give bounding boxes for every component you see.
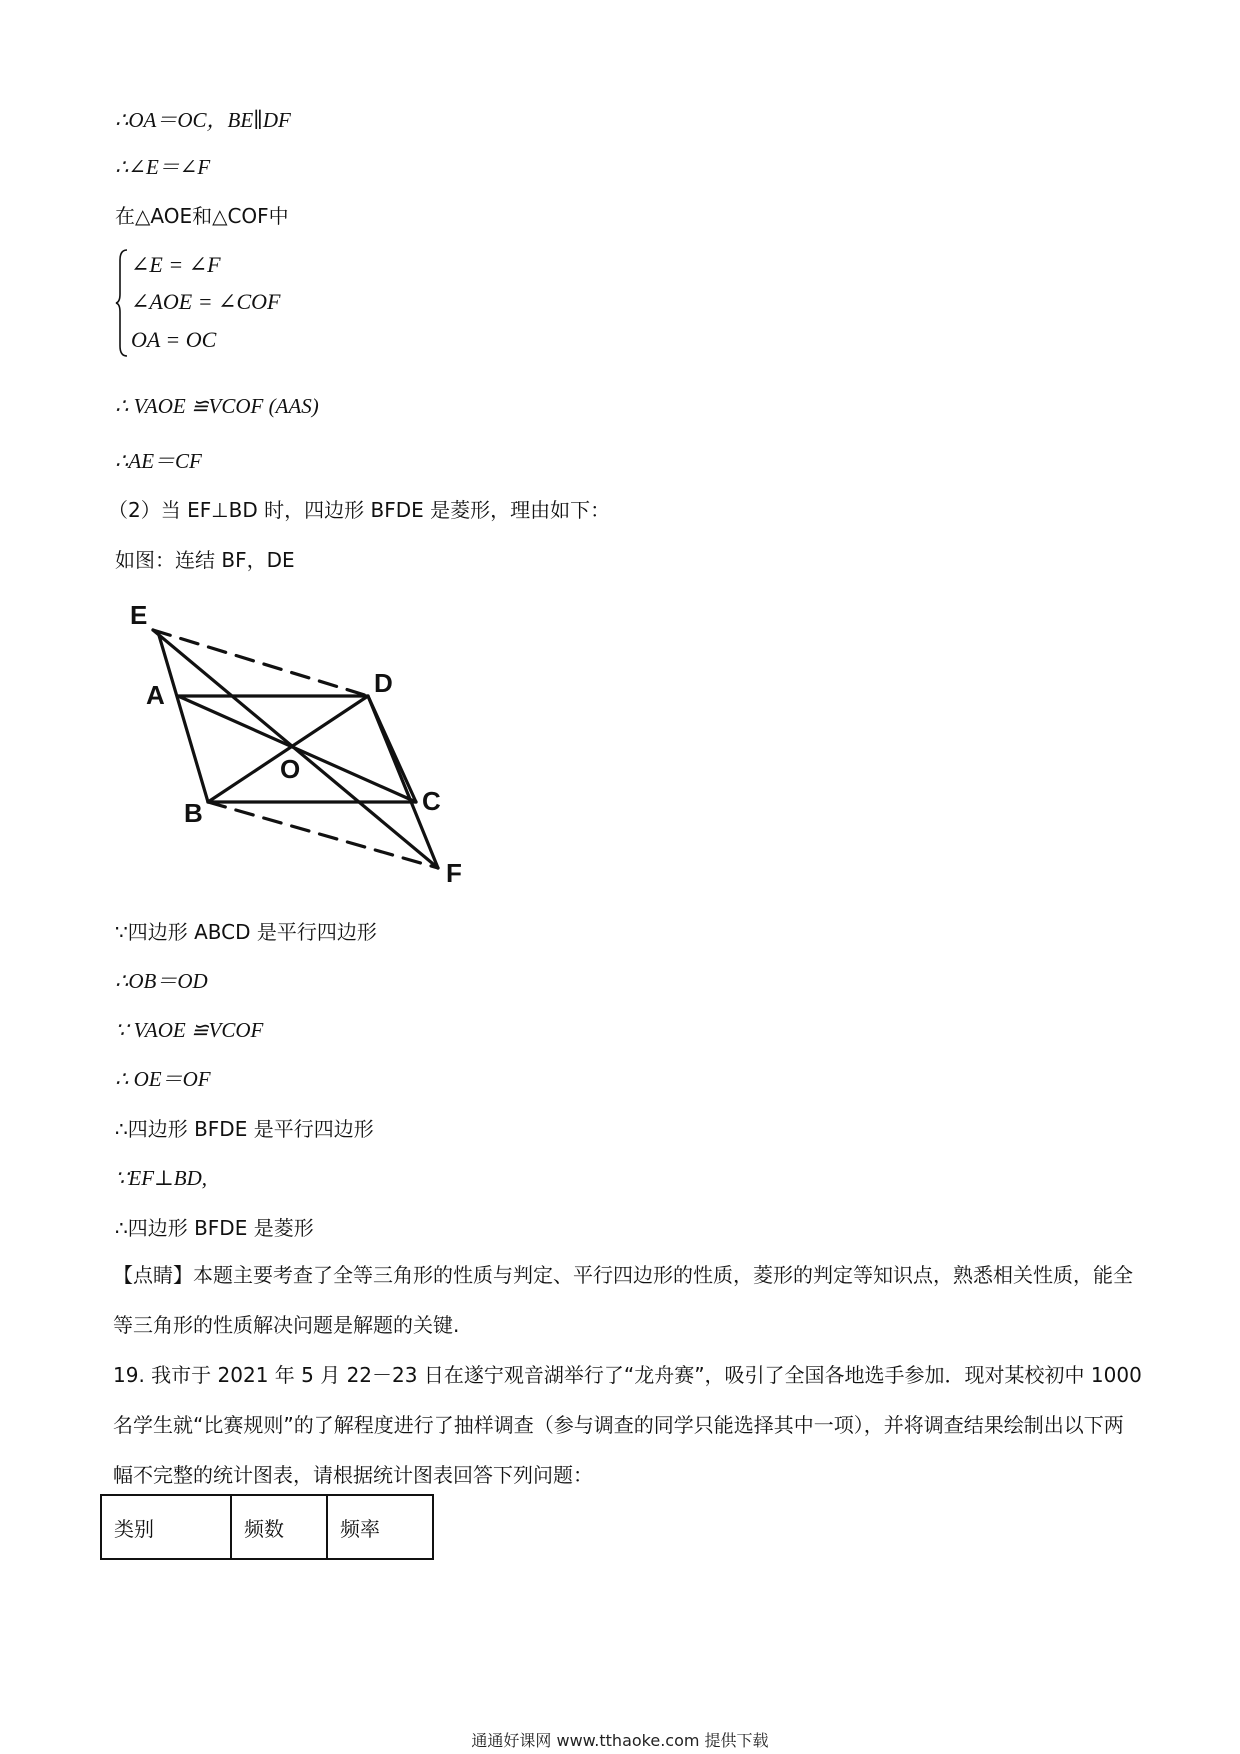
point-label-C: C [422, 786, 441, 816]
segment-BA-extended [158, 632, 208, 802]
segment-EF [153, 630, 438, 868]
table-header-frequency: 频数 [231, 1495, 327, 1559]
part2-connect: 如图：连结 BF，DE [115, 548, 295, 572]
proof2-line-2: ∴OB＝OD [115, 969, 208, 993]
rhombus-figure [120, 600, 480, 890]
proof2-line-3: ∵ VAOE ≌VCOF [115, 1018, 264, 1042]
dashed-segment-BF [208, 802, 438, 868]
equation-system [115, 248, 375, 358]
frequency-table [100, 1494, 434, 1560]
point-label-O: O [280, 754, 301, 784]
proof2-line-1: ∵四边形 ABCD 是平行四边形 [115, 920, 377, 944]
proof1-line-2: ∴∠E＝∠F [115, 155, 211, 179]
proof2-line-7: ∴四边形 BFDE 是菱形 [115, 1216, 314, 1240]
dashed-segment-ED [153, 630, 368, 696]
question-19: 19. 我市于 2021 年 5 月 22－23 日在遂宁观音湖举行了“龙舟赛”，吸引了全国各地选手参加．现对某校初中 1000 名学生就“比赛规则”的了解程度进行了抽样调查（参与调查的同学只能选择其中一项），并将调查结果绘制出以下两幅不完整的统计图表，请根据统计图表回答下列问题： [113, 1363, 1142, 1487]
system-row-3: OA = OC [131, 327, 217, 352]
proof1-line-5: ∴AE＝CF [115, 449, 202, 473]
point-label-E: E [130, 600, 148, 630]
comment-paragraph: 【点睛】本题主要考查了全等三角形的性质与判定、平行四边形的性质，菱形的判定等知识点，熟悉相关性质，能全等三角形的性质解决问题是解题的关键. [113, 1263, 1133, 1337]
point-label-F: F [446, 858, 462, 888]
proof1-line-4: ∴ VAOE ≌VCOF (AAS) [115, 394, 319, 418]
proof2-line-6: ∵EF⊥BD, [115, 1166, 208, 1190]
part2-intro: （2）当 EF⊥BD 时，四边形 BFDE 是菱形，理由如下： [108, 498, 611, 522]
proof2-line-5: ∴四边形 BFDE 是平行四边形 [115, 1117, 374, 1141]
brace-icon [115, 248, 131, 358]
system-row-1: ∠E = ∠F [131, 252, 221, 277]
point-label-D: D [374, 668, 393, 698]
proof1-line-1: ∴OA＝OC，BE∥DF [115, 108, 291, 132]
table-header-category: 类别 [101, 1495, 231, 1559]
segment-DF [368, 696, 438, 868]
point-label-B: B [184, 798, 203, 828]
footer-text: 通通好课网 www.tthaoke.com 提供下载 [471, 1731, 769, 1750]
table-header-rate: 频率 [327, 1495, 433, 1559]
diagonal-BD [208, 696, 368, 802]
point-label-A: A [146, 680, 165, 710]
proof2-line-4: ∴ OE＝OF [115, 1067, 211, 1091]
system-row-2: ∠AOE = ∠COF [131, 289, 281, 314]
table-header-row [101, 1495, 433, 1559]
proof1-line-3: 在△AOE和△COF中 [115, 204, 289, 228]
